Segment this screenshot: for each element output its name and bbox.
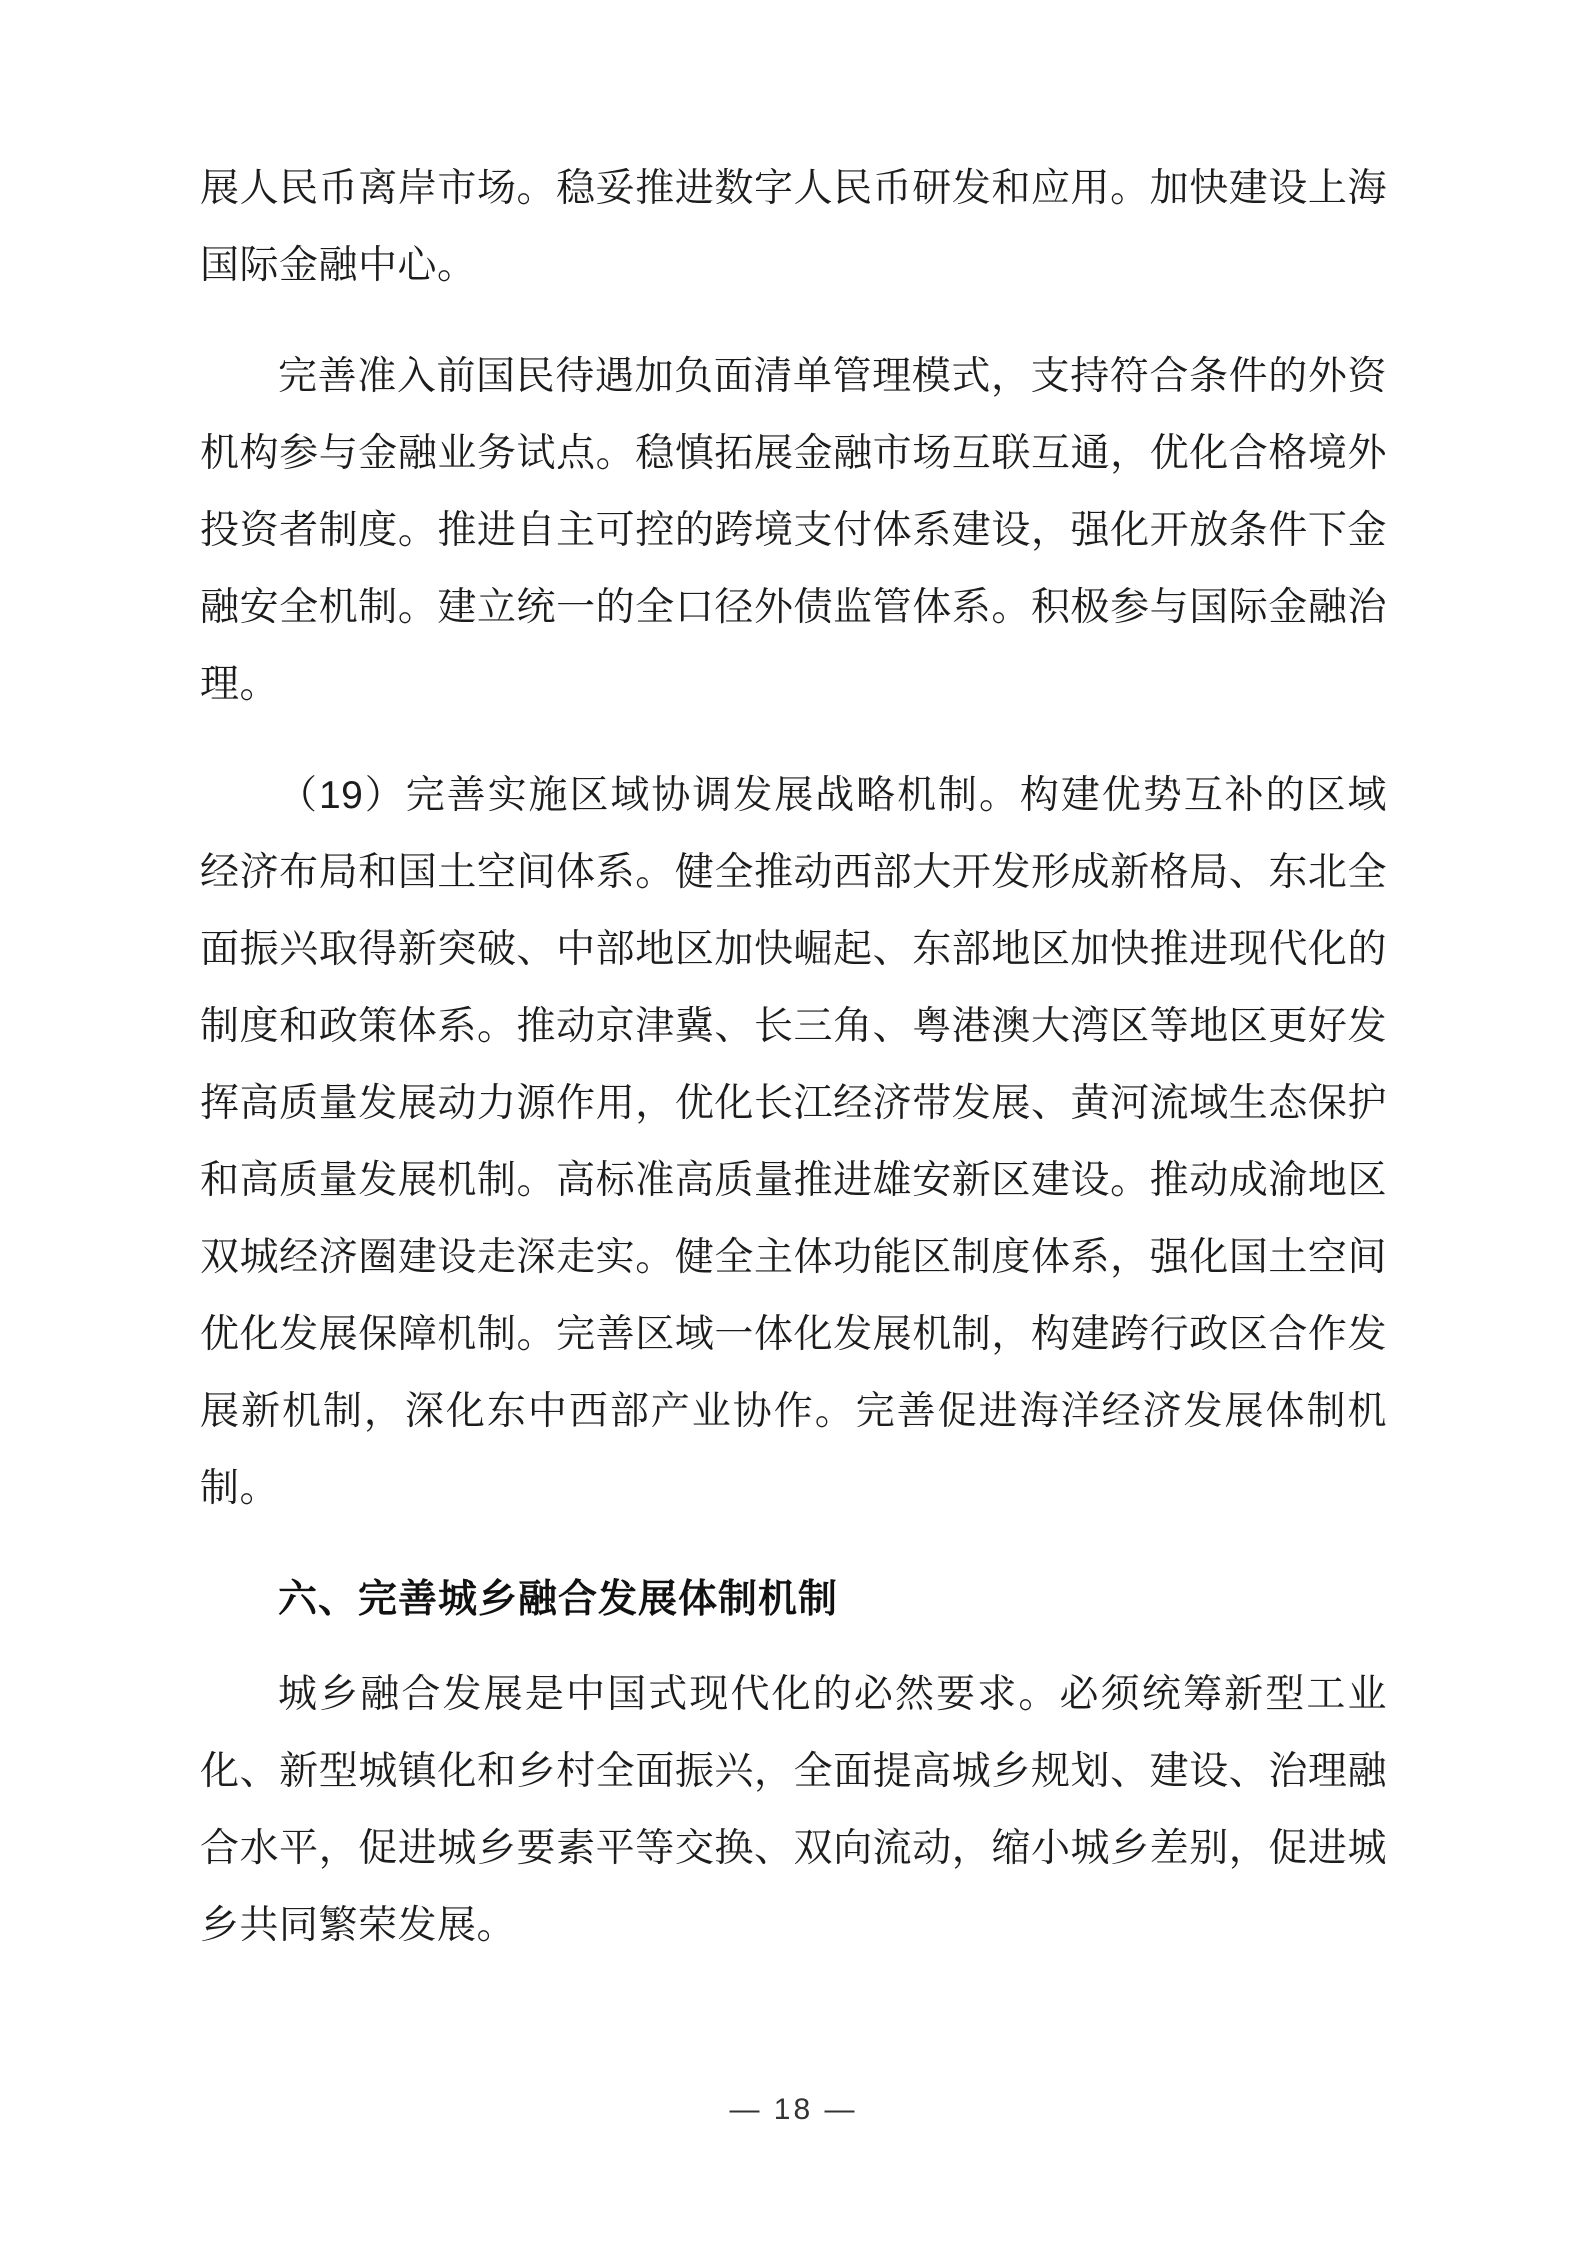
paragraph-spacer (200, 328, 1387, 338)
paragraph-spacer (200, 747, 1387, 757)
paragraph-market-access: 完善准入前国民待遇加负面清单管理模式，支持符合条件的外资机构参与金融业务试点。稳慎拓展金融市场互联互通，优化合格境外投资者制度。推进自主可控的跨境支付体系建设，强化开放条件下金融安全机制。建立统一的全口径外债监管体系。积极参与国际金融治理。 (200, 355, 1387, 706)
page-number: — 18 — (729, 2093, 858, 2126)
paragraph-item-19: （19）完善实施区域协调发展战略机制。构建优势互补的区域经济布局和国土空间体系。健全推动西部大开发形成新格局、东北全面振兴取得新突破、中部地区加快崛起、东部地区加快推进现代化的制度和政策体系。推动京津冀、长三角、粤港澳大湾区等地区更好发挥高质量发展动力源作用，优化长江经济带发展、黄河流域生态保护和高质量发展机制。高标准高质量推进雄安新区建设。推动成渝地区双城经济圈建设走深走实。健全主体功能区制度体系，强化国土空间优化发展保障机制。完善区域一体化发展机制，构建跨行政区合作发展新机制，深化东中西部产业协作。完善促进海洋经济发展体制机制。 (200, 774, 1387, 1510)
paragraph-continued-finance: 展人民币离岸市场。稳妥推进数字人民币研发和应用。加快建设上海国际金融中心。 (200, 167, 1387, 287)
paragraph-urban-rural-integration: 城乡融合发展是中国式现代化的必然要求。必须统筹新型工业化、新型城镇化和乡村全面振兴，全面提高城乡规划、建设、治理融合水平，促进城乡要素平等交换、双向流动，缩小城乡差别，促进城乡共同繁荣发展。 (200, 1673, 1387, 1947)
section-heading-six: 六、完善城乡融合发展体制机制 (278, 1578, 839, 1621)
